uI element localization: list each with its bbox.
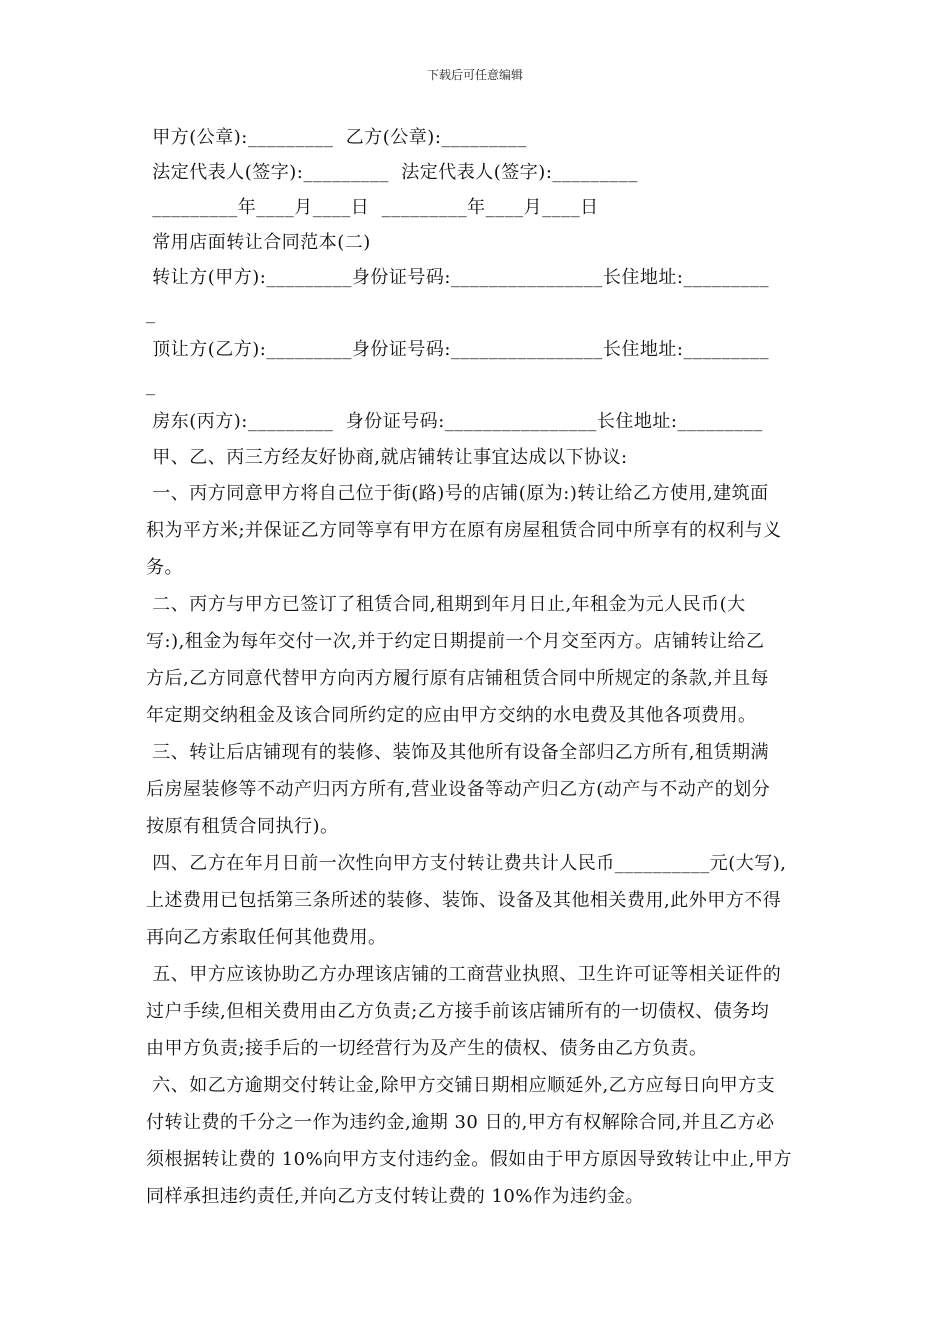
agreement-intro: 甲、乙、丙三方经友好协商,就店铺转让事宜达成以下协议: [146,447,628,468]
party-transferee-continuation: _ [146,375,156,396]
clause-line: 过户手续,但相关费用由乙方负责;乙方接手前该店铺所有的一切债权、债务均 [146,1001,770,1022]
clause-2 [146,586,811,734]
signature-line-seal: 甲方(公章):_________ 乙方(公章):_________ [146,127,527,148]
clause-line: 再向乙方索取任何其他费用。 [146,927,387,948]
clause-4 [146,845,811,956]
clause-line: 六、如乙方逾期交付转让金,除甲方交铺日期相应顺延外,乙方应每日向甲方支 [146,1075,776,1096]
clause-line: 方后,乙方同意代替甲方向丙方履行原有店铺租赁合同中所规定的条款,并且每 [146,668,769,689]
clause-line: 由甲方负责;接手后的一切经营行为及产生的债权、债务由乙方负责。 [146,1038,708,1059]
signature-line-date: _________年____月____日 _________年____月____日 [146,197,599,218]
clause-line: 上述费用已包括第三条所述的装修、装饰、设备及其他相关费用,此外甲方不得 [146,890,782,911]
clause-line: 四、乙方在年月日前一次性向甲方支付转让费共计人民币__________元(大写), [146,853,787,874]
clause-line: 一、丙方同意甲方将自己位于街(路)号的店铺(原为:)转让给乙方使用,建筑面 [146,483,769,504]
clause-line: 三、转让后店铺现有的装修、装饰及其他所有设备全部归乙方所有,租赁期满 [146,742,769,763]
clause-6 [146,1067,811,1215]
clause-line: 须根据转让费的 10%向甲方支付违约金。假如由于甲方原因导致转让中止,甲方 [146,1149,792,1170]
page-header: 下载后可任意编辑 [426,68,523,82]
signature-line-representative: 法定代表人(签字):_________ 法定代表人(签字):_________ [146,162,638,183]
clause-line: 写:),租金为每年交付一次,并于约定日期提前一个月交至丙方。店铺转让给乙 [146,631,765,652]
clause-line: 年定期交纳租金及该合同所约定的应由甲方交纳的水电费及其他各项费用。 [146,705,757,726]
clause-1 [146,475,811,586]
party-transferor: 转让方(甲方):_________身份证号码:________________长住地址:_________ [146,267,769,288]
clause-line: 按原有租赁合同执行)。 [146,816,339,837]
clause-line: 五、甲方应该协助乙方办理该店铺的工商营业执照、卫生许可证等相关证件的 [146,964,782,985]
party-transferor-continuation: _ [146,303,156,324]
clause-line: 积为平方米;并保证乙方同等享有甲方在原有房屋租赁合同中所享有的权利与义 [146,520,782,541]
clause-line: 务。 [146,557,183,578]
party-landlord: 房东(丙方):_________ 身份证号码:________________长住地址:_________ [146,411,763,432]
contract-body [146,120,811,1215]
document-title: 常用店面转让合同范本(二) [146,232,371,253]
clause-line: 付转让费的千分之一作为违约金,逾期 30 日的,甲方有权解除合同,并且乙方必 [146,1112,775,1133]
clause-3 [146,734,811,845]
party-transferee: 顶让方(乙方):_________身份证号码:________________长住地址:_________ [146,339,769,360]
clause-line: 后房屋装修等不动产归丙方所有,营业设备等动产归乙方(动产与不动产的划分 [146,779,771,800]
clause-5 [146,956,811,1067]
clause-line: 二、丙方与甲方已签订了租赁合同,租期到年月日止,年租金为元人民币(大 [146,594,746,615]
clause-line: 同样承担违约责任,并向乙方支付转让费的 10%作为违约金。 [146,1186,644,1207]
